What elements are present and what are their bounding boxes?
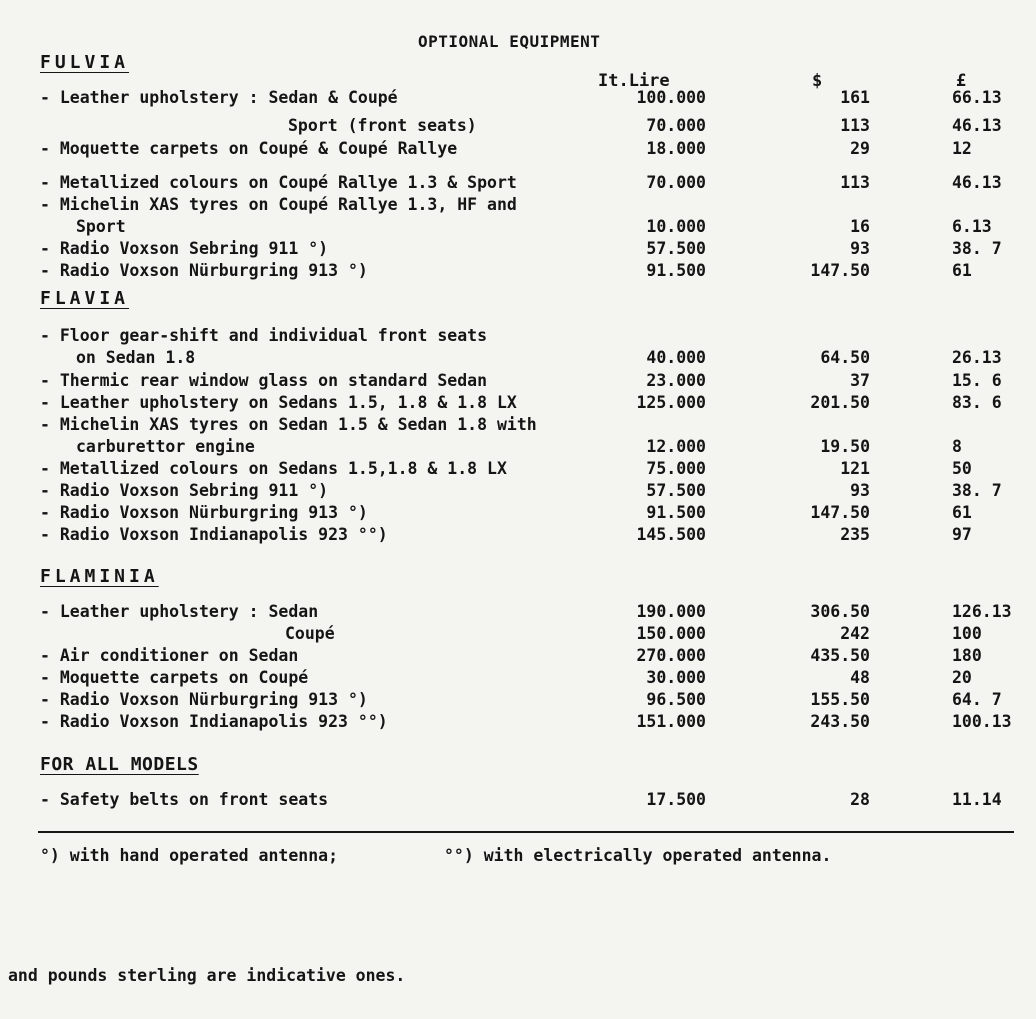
col-header-usd: $ [812,71,823,91]
row-lire: 75.000 [646,459,706,478]
row-lire: 100.000 [636,88,706,107]
row-lire: 17.500 [646,790,706,809]
row-usd: 306.50 [810,602,870,621]
row-gbp: 180 [952,646,982,665]
table-row [40,502,1020,524]
table-row [40,667,1020,689]
table-row [40,138,1020,160]
row-label: - Radio Voxson Nürburgring 913 °) [40,503,368,522]
row-gbp: 38. 7 [952,481,1002,500]
row-gbp: 66.13 [952,88,1002,107]
row-lire: 270.000 [636,646,706,665]
row-label: - Moquette carpets on Coupé [40,668,309,687]
row-label: on Sedan 1.8 [76,348,196,367]
row-usd: 19.50 [820,437,870,456]
row-gbp: 61 [952,261,972,280]
footnote-hand-antenna: °) with hand operated antenna; [40,846,339,865]
table-row [40,115,1020,137]
row-label: - Leather upholstery : Sedan & Coupé [40,88,398,107]
footnote-electric-antenna: °°) with electrically operated antenna. [444,846,832,865]
table-row [40,645,1020,667]
bottom-text: and pounds sterling are indicative ones. [8,966,406,985]
row-lire: 125.000 [636,393,706,412]
row-lire: 70.000 [646,116,706,135]
row-gbp: 6.13 [952,217,992,236]
row-usd: 28 [850,790,870,809]
row-gbp: 100 [952,624,982,643]
row-usd: 242 [840,624,870,643]
row-lire: 91.500 [646,503,706,522]
row-gbp: 46.13 [952,116,1002,135]
row-lire: 145.500 [636,525,706,544]
row-usd: 64.50 [820,348,870,367]
row-usd: 93 [850,481,870,500]
table-row [40,260,1020,282]
row-label: - Michelin XAS tyres on Sedan 1.5 & Sedan 1.8 with [40,415,537,434]
row-label: - Radio Voxson Indianapolis 923 °°) [40,712,388,731]
row-gbp: 97 [952,525,972,544]
row-label: - Radio Voxson Sebring 911 °) [40,481,329,500]
table-row [40,238,1020,260]
row-usd: 48 [850,668,870,687]
row-usd: 243.50 [810,712,870,731]
row-gbp: 26.13 [952,348,1002,367]
row-label: Sport (front seats) [288,116,477,135]
row-lire: 12.000 [646,437,706,456]
table-row [40,601,1020,623]
row-label: - Moquette carpets on Coupé & Coupé Rallye [40,139,458,158]
table-row [40,172,1020,194]
row-lire: 18.000 [646,139,706,158]
table-row [40,436,1020,458]
row-label: Coupé [285,624,335,643]
document-title: OPTIONAL EQUIPMENT [418,32,601,51]
row-usd: 435.50 [810,646,870,665]
row-label: - Floor gear-shift and individual front seats [40,326,488,345]
row-gbp: 15. 6 [952,371,1002,390]
row-usd: 147.50 [810,503,870,522]
row-usd: 201.50 [810,393,870,412]
table-row [40,325,1020,347]
table-row [40,480,1020,502]
row-label: Sport [76,217,126,236]
row-usd: 161 [840,88,870,107]
row-lire: 190.000 [636,602,706,621]
row-usd: 113 [840,116,870,135]
row-lire: 40.000 [646,348,706,367]
col-header-lire: It.Lire [598,71,670,91]
row-gbp: 12 [952,139,972,158]
row-usd: 121 [840,459,870,478]
row-gbp: 61 [952,503,972,522]
row-usd: 113 [840,173,870,192]
row-lire: 96.500 [646,690,706,709]
row-usd: 147.50 [810,261,870,280]
row-usd: 29 [850,139,870,158]
table-row [40,216,1020,238]
row-lire: 91.500 [646,261,706,280]
row-gbp: 38. 7 [952,239,1002,258]
table-row [40,392,1020,414]
row-lire: 150.000 [636,624,706,643]
divider [38,831,1014,833]
table-row [40,87,1020,109]
row-lire: 70.000 [646,173,706,192]
table-row [40,414,1020,436]
row-usd: 93 [850,239,870,258]
row-usd: 16 [850,217,870,236]
row-label: - Air conditioner on Sedan [40,646,299,665]
row-lire: 57.500 [646,481,706,500]
row-gbp: 46.13 [952,173,1002,192]
row-label: - Metallized colours on Coupé Rallye 1.3 & Sport [40,173,517,192]
section-all-models: FOR ALL MODELS [40,754,199,775]
row-usd: 37 [850,371,870,390]
row-usd: 155.50 [810,690,870,709]
row-gbp: 126.13 [952,602,1012,621]
row-label: - Radio Voxson Nürburgring 913 °) [40,261,368,280]
row-gbp: 20 [952,668,972,687]
row-label: - Michelin XAS tyres on Coupé Rallye 1.3, HF and [40,195,517,214]
row-label: - Radio Voxson Sebring 911 °) [40,239,329,258]
row-gbp: 83. 6 [952,393,1002,412]
table-row [40,789,1020,811]
row-gbp: 100.13 [952,712,1012,731]
row-gbp: 8 [952,437,962,456]
table-row [40,458,1020,480]
row-label: - Leather upholstery : Sedan [40,602,319,621]
row-lire: 30.000 [646,668,706,687]
section-fulvia: FULVIA [40,52,130,73]
table-row [40,623,1020,645]
row-label: - Radio Voxson Indianapolis 923 °°) [40,525,388,544]
row-lire: 57.500 [646,239,706,258]
row-label: - Thermic rear window glass on standard Sedan [40,371,488,390]
row-lire: 23.000 [646,371,706,390]
row-gbp: 11.14 [952,790,1002,809]
row-lire: 151.000 [636,712,706,731]
table-row [40,711,1020,733]
section-flaminia: FLAMINIA [40,566,159,587]
row-usd: 235 [840,525,870,544]
row-label: - Leather upholstery on Sedans 1.5, 1.8 & 1.8 LX [40,393,517,412]
row-label: carburettor engine [76,437,255,456]
row-label: - Radio Voxson Nürburgring 913 °) [40,690,368,709]
row-gbp: 64. 7 [952,690,1002,709]
row-label: - Metallized colours on Sedans 1.5,1.8 & 1.8 LX [40,459,507,478]
table-row [40,347,1020,369]
col-header-gbp: £ [956,71,967,91]
section-flavia: FLAVIA [40,288,130,309]
table-row [40,689,1020,711]
row-label: - Safety belts on front seats [40,790,329,809]
row-gbp: 50 [952,459,972,478]
table-row [40,524,1020,546]
table-row [40,370,1020,392]
table-row [40,194,1020,216]
row-lire: 10.000 [646,217,706,236]
